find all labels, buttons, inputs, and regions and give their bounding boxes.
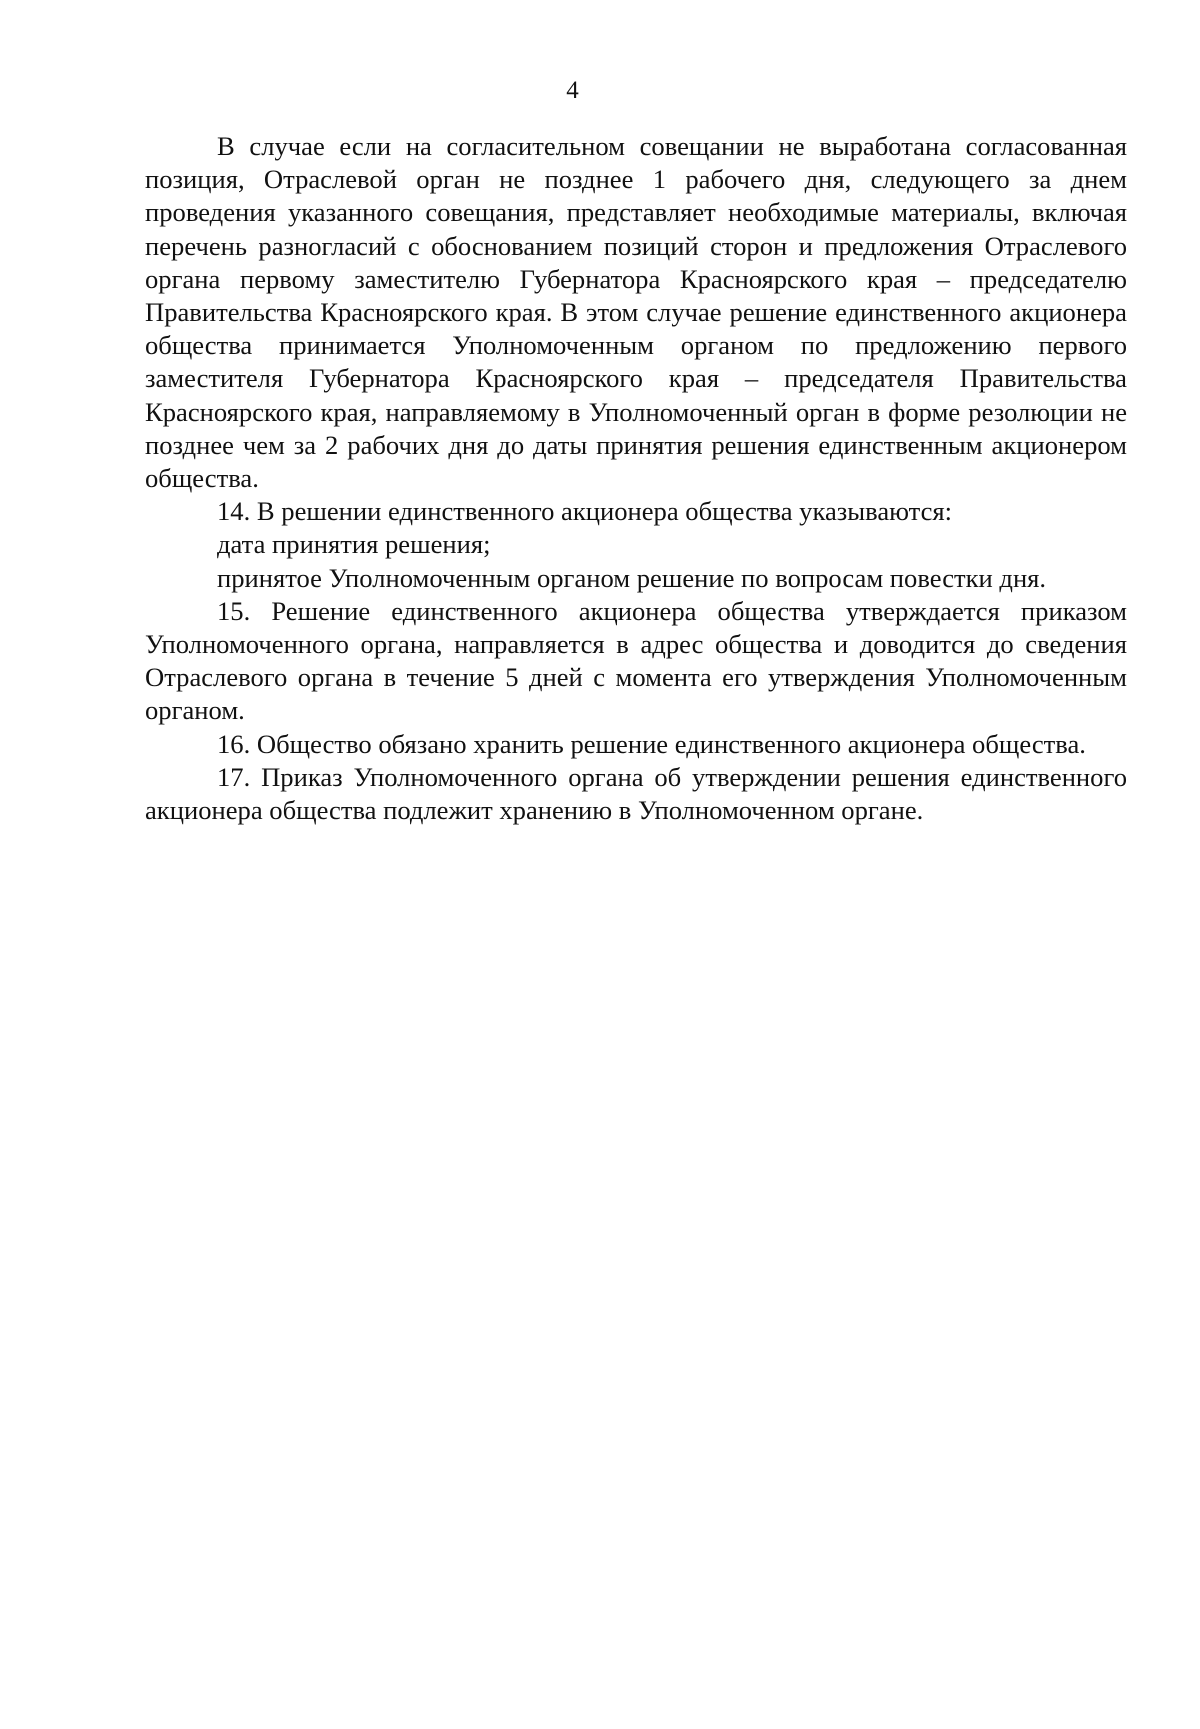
paragraph-item-15: 15. Решение единственного акционера общества утверждается приказом Уполномоченного органа, направляется в адрес общества и доводится до сведения Отраслевого органа в течение 5 дней с момента его утверждения Уполномоченным органом. xyxy=(145,595,1127,726)
paragraph-item-14: 14. В решении единственного акционера общества указываются: xyxy=(217,496,953,527)
paragraph-item-14-date: дата принятия решения; xyxy=(217,529,491,560)
paragraph-item-17: 17. Приказ Уполномоченного органа об утверждении решения единственного акционера общества подлежит хранению в Уполномоченном органе. xyxy=(145,761,1127,826)
document-body xyxy=(145,130,1127,827)
paragraph-item-14-decision: принятое Уполномоченным органом решение по вопросам повестки дня. xyxy=(217,562,1047,593)
paragraph-item-16: 16. Общество обязано хранить решение единственного акционера общества. xyxy=(217,728,1086,759)
paragraph-disagreement-procedure: В случае если на согласительном совещании не выработана согласованная позиция, Отраслевой орган не позднее 1 рабочего дня, следующего за днем проведения указанного совещания, представляет необходимые материалы, включая перечень разногласий с обоснованием позиций сторон и предложения Отраслевого органа первому заместителю Губернатора Красноярского края – председателю Правительства Красноярского края. В этом случае решение единственного акционера общества принимается Уполномоченным органом по предложению первого заместителя Губернатора Красноярского края – председателя Правительства Красноярского края, направляемому в Уполномоченный орган в форме резолюции не позднее чем за 2 рабочих дня до даты принятия решения единственным акционером общества. xyxy=(145,131,1127,494)
page-number: 4 xyxy=(566,77,579,104)
